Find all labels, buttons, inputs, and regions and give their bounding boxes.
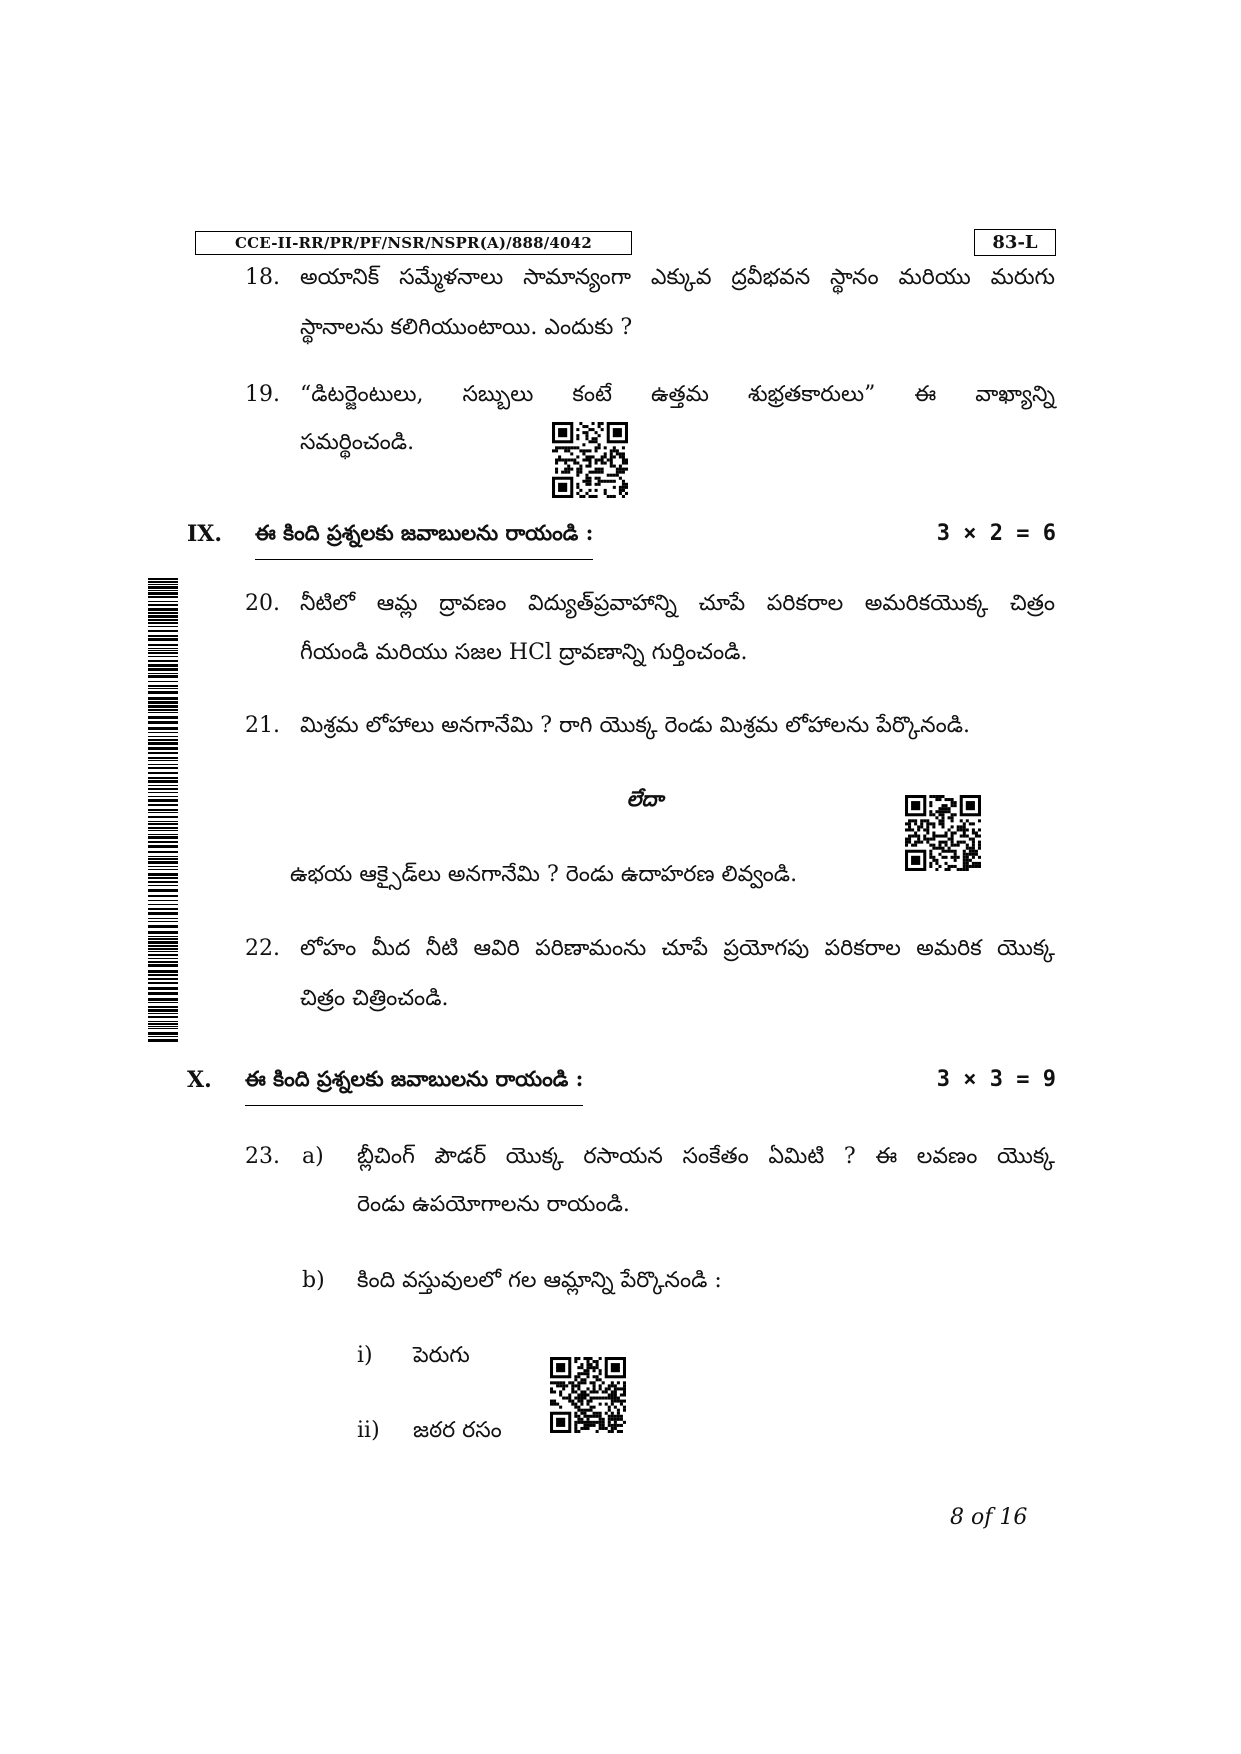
q21-alternative: ఉభయ ఆక్సైడ్‌లు అనగానేమి ? రెండు ఉదాహరణ లివ్వండి. <box>290 862 798 887</box>
q19-line2: సమర్థించండి. <box>300 430 415 455</box>
q23b-item-label: ii) <box>357 1418 380 1443</box>
series-id: 83-L <box>974 229 1056 256</box>
q23a-line1: బ్లీచింగ్ పౌడర్ యొక్క రసాయన సంకేతం ఏమిటి ? ఈ లవణం యొక్క <box>357 1144 1055 1169</box>
q23b-item-text: జఠర రసం <box>413 1418 502 1443</box>
q22-number: 22. <box>245 936 280 961</box>
q22-line2: చిత్రం చిత్రించండి. <box>300 986 449 1011</box>
section-ix-title: ఈ కింది ప్రశ్నలకు జవాబులను రాయండి : <box>255 520 593 560</box>
q20-line1: నీటిలో ఆమ్ల ద్రావణం విద్యుత్‌ప్రవాహాన్ని చూపే పరికరాల అమరికయొక్క చిత్రం <box>300 591 1055 616</box>
qr-code-2 <box>905 795 981 871</box>
q23b-text: కింది వస్తువులలో గల ఆమ్లాన్ని పేర్కొనండి : <box>357 1268 722 1293</box>
qr-code-3 <box>550 1357 626 1433</box>
paper-code: CCE-II-RR/PR/PF/NSR/NSPR(A)/888/4042 <box>195 231 632 255</box>
q21-number: 21. <box>245 713 280 738</box>
q20-number: 20. <box>245 591 280 616</box>
section-ix-marks: 3 × 2 = 6 <box>936 521 1056 546</box>
q23-number: 23. <box>245 1144 280 1169</box>
q23b-item-label: i) <box>357 1343 373 1368</box>
q23a-label: a) <box>302 1144 324 1169</box>
q23b-label: b) <box>302 1268 325 1293</box>
q20-line2: గీయండి మరియు సజల HCl ద్రావణాన్ని గుర్తించండి. <box>300 640 748 665</box>
qr-code-1 <box>552 422 628 498</box>
q21-or-label: లేదా <box>626 786 664 811</box>
section-x-title: ఈ కింది ప్రశ్నలకు జవాబులను రాయండి : <box>245 1066 583 1106</box>
q19-line1: “డిటర్జెంటులు, సబ్బులు కంటే ఉత్తమ శుభ్రతకారులు” ఈ వాఖ్యాన్ని <box>300 382 1055 407</box>
q18-line2: స్థానాలను కలిగియుంటాయి. ఎందుకు ? <box>300 315 633 340</box>
q22-line1: లోహం మీద నీటి ఆవిరి పరిణామంను చూపే ప్రయోగపు పరికరాల అమరిక యొక్క <box>300 936 1055 961</box>
page-number: 8 of 16 <box>950 1505 1028 1530</box>
q23a-line2: రెండు ఉపయోగాలను రాయండి. <box>357 1192 630 1217</box>
q19-number: 19. <box>245 382 280 407</box>
q21-line1: మిశ్రమ లోహాలు అనగానేమి ? రాగి యొక్క రెండు మిశ్రమ లోహాలను పేర్కొనండి. <box>300 713 971 738</box>
q23b-item-text: పెరుగు <box>413 1343 470 1368</box>
q18-number: 18. <box>245 265 280 290</box>
section-ix-number: IX. <box>187 521 223 547</box>
section-x-marks: 3 × 3 = 9 <box>936 1067 1056 1092</box>
section-x-number: X. <box>187 1067 212 1093</box>
q18-line1: అయానిక్ సమ్మేళనాలు సామాన్యంగా ఎక్కువ ద్రవీభవన స్థానం మరియు మరుగు <box>300 265 1055 290</box>
side-barcode <box>148 578 178 1043</box>
